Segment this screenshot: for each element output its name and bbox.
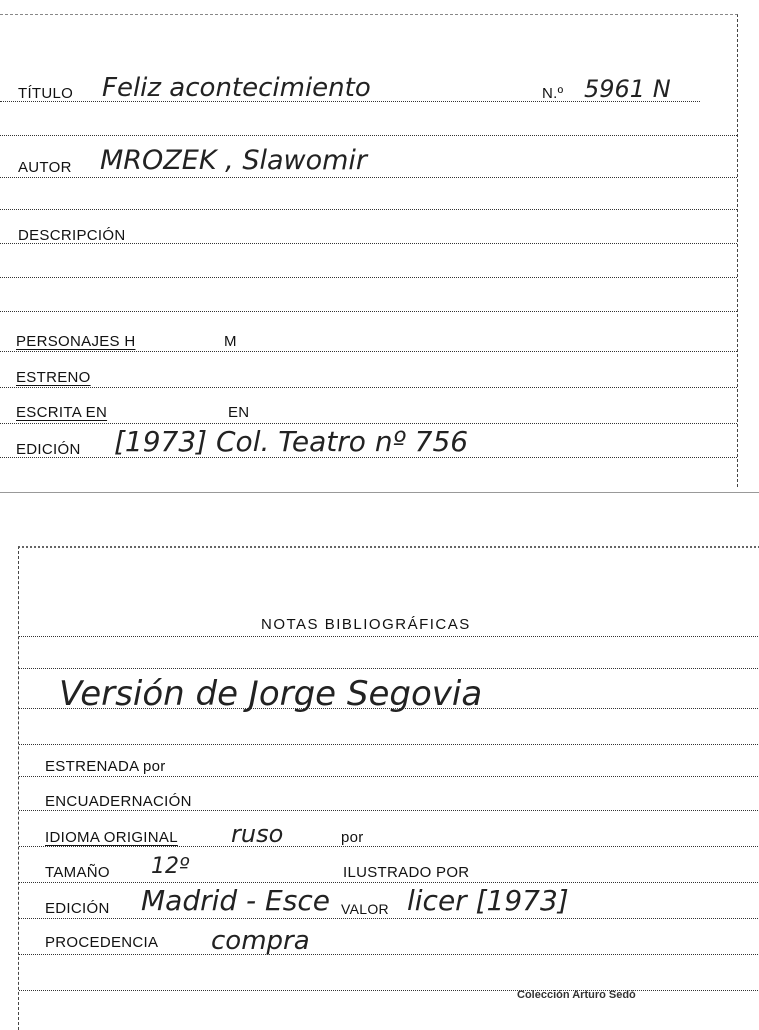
edicion-back-value-start: Madrid - Esce [141, 884, 330, 917]
rule-line [19, 636, 759, 637]
rule-line [19, 744, 759, 745]
edicion-back-label: EDICIÓN [45, 900, 110, 917]
rule-line [19, 954, 759, 955]
procedencia-label: PROCEDENCIA [45, 934, 159, 951]
titulo-label: TÍTULO [18, 85, 74, 102]
rule-line [0, 351, 737, 352]
numero-label: N.º [542, 85, 564, 102]
catalog-card-back [18, 546, 759, 1030]
valor-label: VALOR [341, 901, 389, 917]
estrenada-label: ESTRENADA por [45, 758, 166, 775]
idioma-por-label: por [341, 829, 364, 846]
rule-line [19, 668, 759, 669]
rule-line [19, 918, 759, 919]
idioma-value: ruso [231, 820, 284, 848]
version-note: Versión de Jorge Segovia [59, 674, 483, 714]
escrita-en-label: EN [228, 404, 250, 421]
catalog-card-front [0, 14, 738, 487]
rule-line [0, 423, 737, 424]
rule-line [0, 277, 737, 278]
procedencia-value: compra [211, 926, 310, 956]
rule-line [0, 177, 737, 178]
rule-line [0, 387, 737, 388]
personajes-m-label: M [224, 333, 237, 350]
tamano-label: TAMAÑO [45, 864, 110, 881]
card-separator [0, 492, 759, 493]
collection-footer: Colección Arturo Sedó [517, 989, 636, 1001]
numero-value: 5961 N [584, 75, 671, 103]
rule-line [19, 776, 759, 777]
rule-line [0, 311, 737, 312]
encuadernacion-label: ENCUADERNACIÓN [45, 793, 192, 810]
estreno-label: ESTRENO [16, 369, 91, 386]
rule-line [0, 135, 737, 136]
titulo-value: Feliz acontecimiento [102, 73, 371, 103]
ilustrado-label: ILUSTRADO POR [343, 864, 470, 881]
notas-heading: NOTAS BIBLIOGRÁFICAS [261, 616, 471, 633]
autor-value: MROZEK , Slawomir [100, 145, 368, 176]
rule-line [19, 882, 759, 883]
autor-label: AUTOR [18, 159, 72, 176]
edicion-back-value-end: licer [1973] [407, 884, 569, 917]
edicion-value: [1973] Col. Teatro nº 756 [114, 425, 469, 458]
descripcion-label: DESCRIPCIÓN [18, 227, 126, 244]
rule-line [19, 990, 759, 991]
rule-line [0, 209, 737, 210]
idioma-label: IDIOMA ORIGINAL [45, 829, 178, 846]
escrita-label: ESCRITA EN [16, 404, 108, 421]
personajes-label: PERSONAJES H [16, 333, 136, 350]
tamano-value: 12º [151, 854, 190, 879]
edicion-label: EDICIÓN [16, 441, 81, 458]
